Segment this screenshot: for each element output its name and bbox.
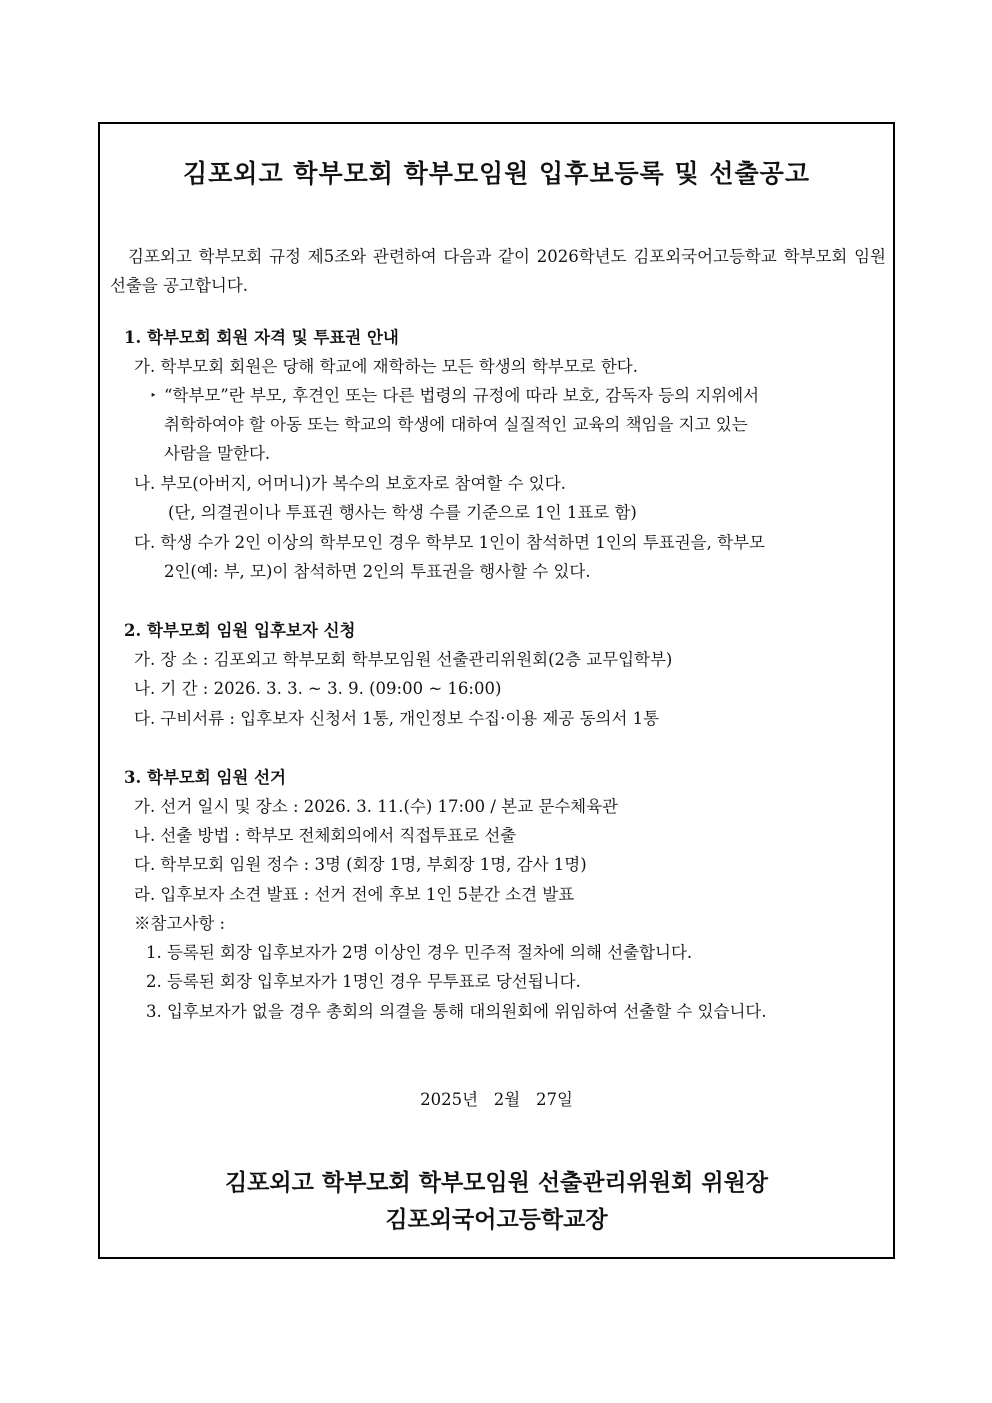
section3-heading: 3. 학부모회 임원 선거	[124, 768, 286, 787]
section1-item-da-line1: 다. 학생 수가 2인 이상의 학부모인 경우 학부모 1인이 참석하면 1인의 투표권을, 학부모	[134, 533, 765, 552]
document-title: 김포외고 학부모회 학부모임원 입후보등록 및 선출공고	[183, 159, 810, 188]
section2-item-ga: 가. 장 소 : 김포외고 학부모회 학부모임원 선출관리위원회(2층 교무입학부)	[134, 650, 673, 669]
section1-heading: 1. 학부모회 회원 자격 및 투표권 안내	[124, 328, 399, 347]
section3-item-da: 다. 학부모회 임원 정수 : 3명 (회장 1명, 부회장 1명, 감사 1명)	[134, 855, 587, 874]
section1-item-da-line2: 2인(예: 부, 모)이 참석하면 2인의 투표권을 행사할 수 있다.	[164, 562, 591, 581]
section1-bullet-line3: 사람을 말한다.	[164, 444, 271, 463]
section3-note-heading: ※참고사항 :	[134, 914, 226, 933]
section3-item-na: 나. 선출 방법 : 학부모 전체회의에서 직접투표로 선출	[134, 826, 517, 845]
section1-bullet-line1	[150, 381, 759, 410]
signature-committee: 김포외고 학부모회 학부모임원 선출관리위원회 위원장	[224, 1169, 769, 1196]
section1-bullet-line2: 취학하여야 할 아동 또는 학교의 학생에 대하여 실질적인 교육의 책임을 지고 있는	[164, 415, 748, 434]
bullet-icon: ‣	[150, 389, 157, 402]
notice-date: 2025년 2월 27일	[420, 1090, 573, 1109]
section1-item-na-note: (단, 의결권이나 투표권 행사는 학생 수를 기준으로 1인 1표로 함)	[168, 503, 637, 522]
section1-item-na: 나. 부모(아버지, 어머니)가 복수의 보호자로 참여할 수 있다.	[134, 474, 566, 493]
section2-item-da: 다. 구비서류 : 입후보자 신청서 1통, 개인정보 수집·이용 제공 동의서 1통	[134, 709, 660, 728]
section3-note-item: 1. 등록된 회장 입후보자가 2명 이상인 경우 민주적 절차에 의해 선출합니다.	[146, 943, 693, 962]
section2-heading: 2. 학부모회 임원 입후보자 신청	[124, 621, 356, 640]
bullet-text: “학부모”란 부모, 후견인 또는 다른 법령의 규정에 따라 보호, 감독자 등의 지위에서	[164, 386, 760, 405]
signature-principal: 김포외국어고등학교장	[385, 1206, 608, 1233]
notice-frame	[98, 122, 895, 1259]
section3-note-item: 3. 입후보자가 없을 경우 총회의 의결을 통해 대의원회에 위임하여 선출할 수 있습니다.	[146, 1002, 767, 1021]
section2-item-na: 나. 기 간 : 2026. 3. 3. ~ 3. 9. (09:00 ~ 16:00)	[134, 679, 502, 698]
intro-paragraph: 김포외고 학부모회 규정 제5조와 관련하여 다음과 같이 2026학년도 김포외국어고등학교 학부모회 임원 선출을 공고합니다.	[110, 247, 886, 295]
section3-item-ra: 라. 입후보자 소견 발표 : 선거 전에 후보 1인 5분간 소견 발표	[134, 885, 575, 904]
section3-note-item: 2. 등록된 회장 입후보자가 1명인 경우 무투표로 당선됩니다.	[146, 972, 581, 991]
section1-item-ga: 가. 학부모회 회원은 당해 학교에 재학하는 모든 학생의 학부모로 한다.	[134, 357, 638, 376]
section3-item-ga: 가. 선거 일시 및 장소 : 2026. 3. 11.(수) 17:00 / 본교 문수체육관	[134, 797, 618, 816]
